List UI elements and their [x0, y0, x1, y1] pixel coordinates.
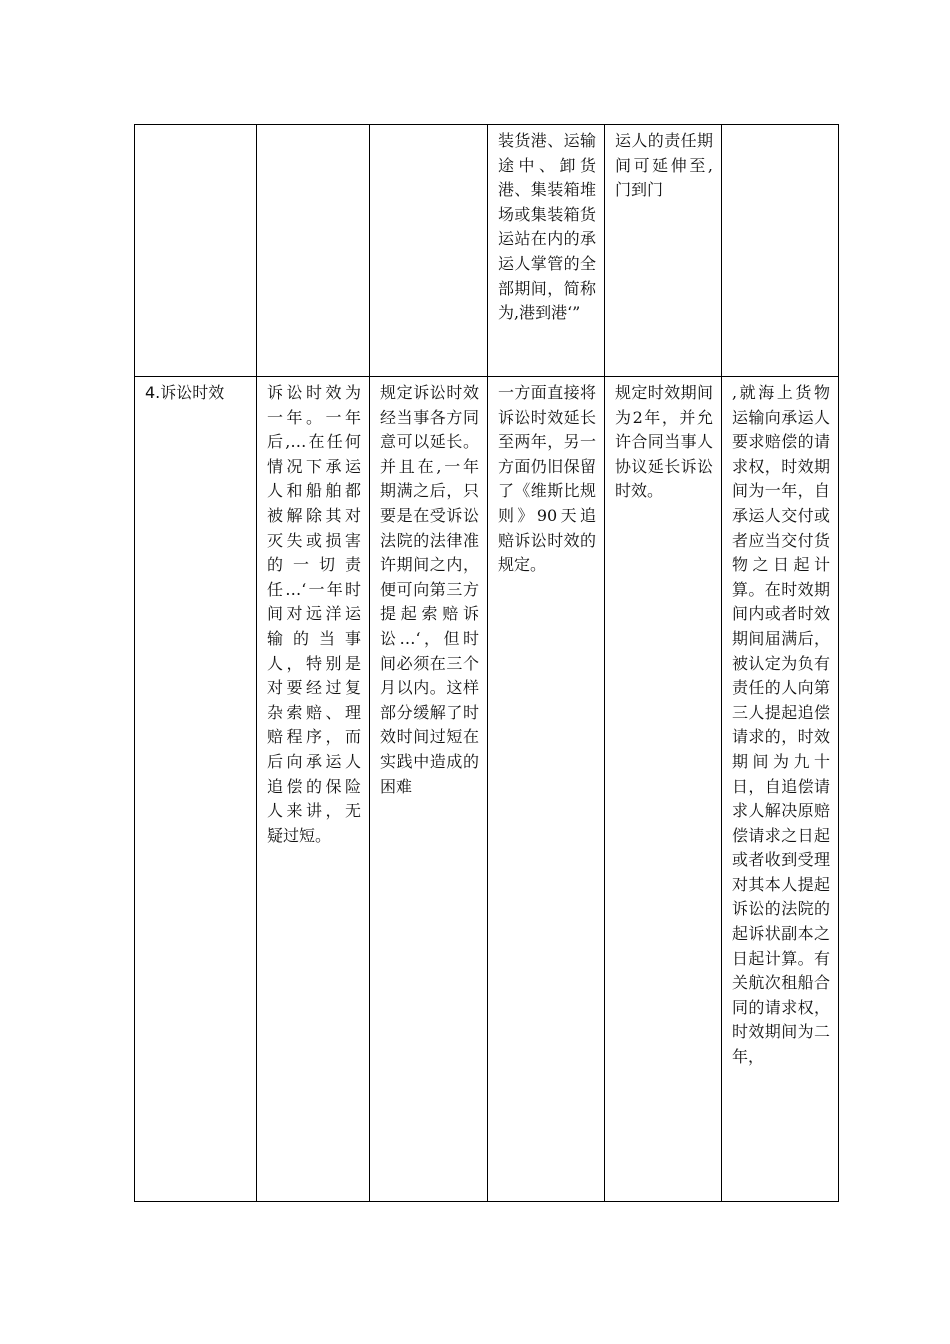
table-cell — [370, 125, 488, 377]
table-row — [135, 377, 839, 1202]
table-cell: 规定时效期间为2年，并允许合同当事人协议延长诉讼时效。 — [605, 377, 722, 1202]
row-label-cell: 4.诉讼时效 — [135, 377, 257, 1202]
comparison-table — [134, 124, 839, 1202]
table-cell — [135, 125, 257, 377]
table-cell: 装货港、运输途中、卸货港、集装箱堆场或集装箱货运站在内的承运人掌管的全部期间，简称为,港到港‘” — [488, 125, 605, 377]
table-cell: 诉讼时效为一年。一年后,…在任何情况下承运人和船舶都被解除其对灭失或损害的一切责任…‘一年时间对远洋运输的当事人，特别是对要经过复杂索赔、理赔程序，而后向承运人追偿的保险人来讲，无疑过短。 — [257, 377, 370, 1202]
table-cell: ,就海上货物运输向承运人要求赔偿的请求权，时效期间为一年，自承运人交付或者应当交付货物之日起计算。在时效期间内或者时效期间届满后，被认定为负有责任的人向第三人提起追偿请求的，时效期间为九十日，自追偿请求人解决原赔偿请求之日起或者收到受理对其本人提起诉讼的法院的起诉状副本之日起计算。有关航次租船合同的请求权，时效期间为二年， — [722, 377, 839, 1202]
table-cell: 规定诉讼时效经当事各方同意可以延长。并且在,一年期满之后，只要是在受诉讼法院的法律准许期间之内，便可向第三方提起索赔诉讼…‘，但时间必须在三个月以内。这样部分缓解了时效时间过短在实践中造成的困难 — [370, 377, 488, 1202]
table-cell: 一方面直接将诉讼时效延长至两年，另一方面仍旧保留了《维斯比规则》90天追赔诉讼时效的规定。 — [488, 377, 605, 1202]
table-cell: 运人的责任期间可延伸至,门到门 — [605, 125, 722, 377]
table-cell — [722, 125, 839, 377]
table-cell — [257, 125, 370, 377]
table-row — [135, 125, 839, 377]
